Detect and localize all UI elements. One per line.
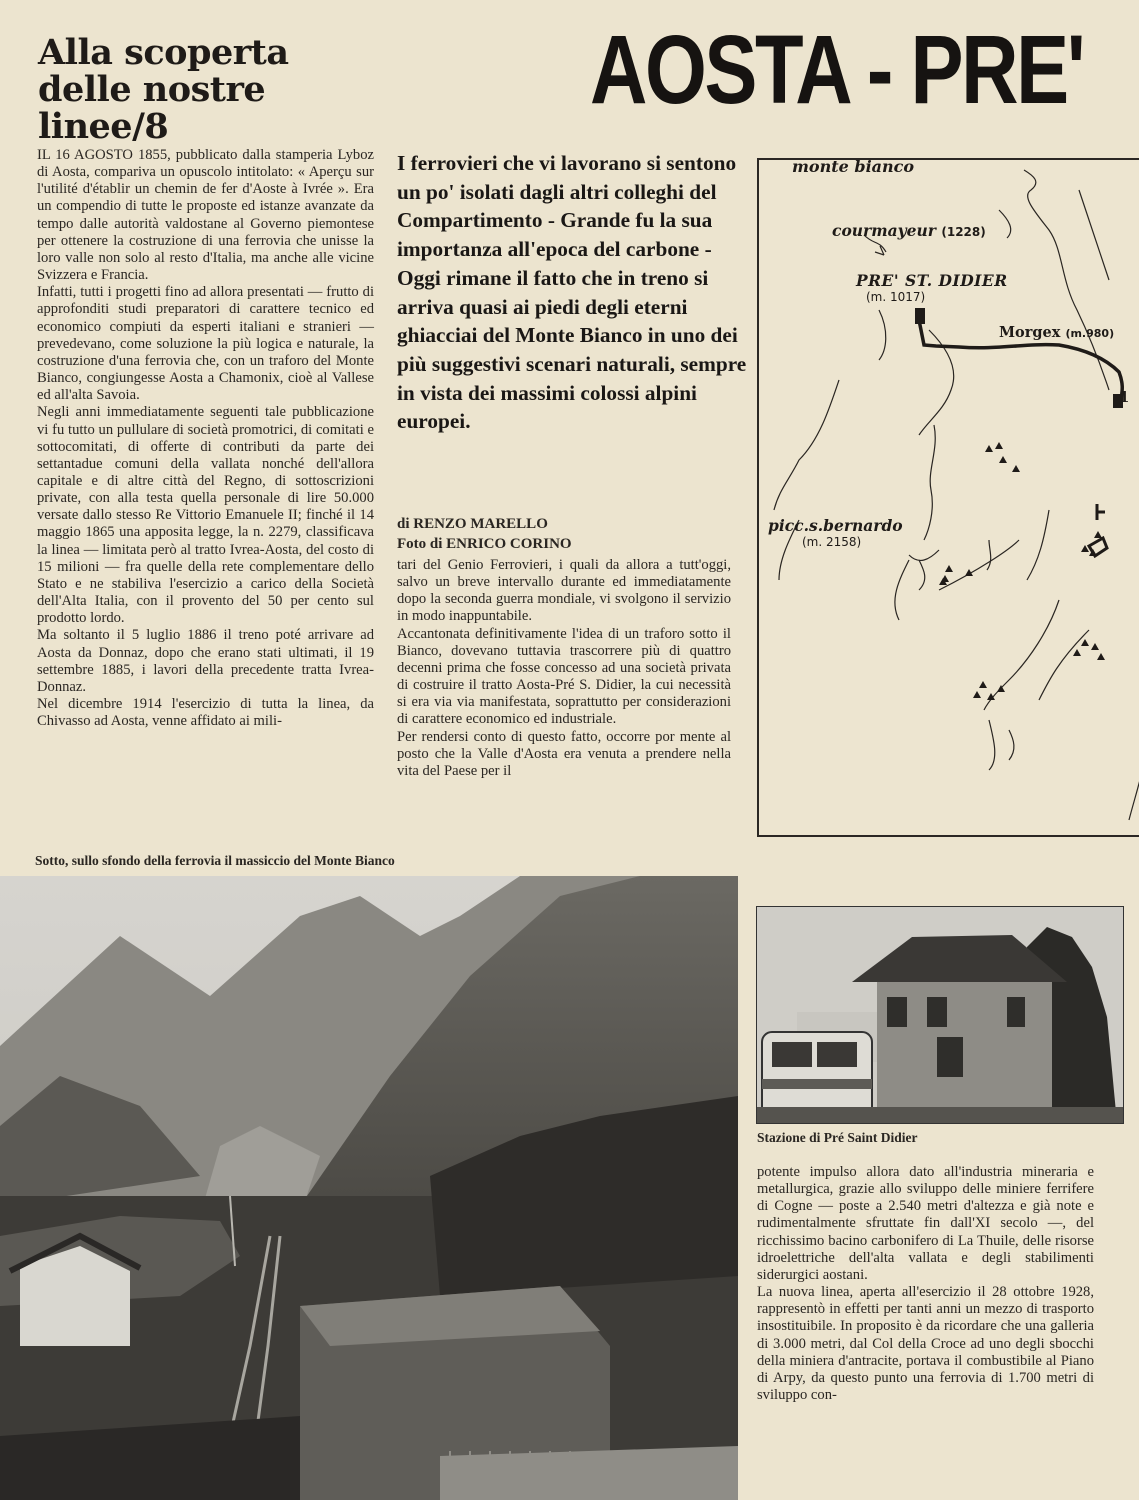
series-title-line-1: Alla scoperta (38, 32, 289, 73)
article-column-3 (757, 1164, 1094, 1404)
map-lines (759, 160, 1139, 839)
piccolo-san-bernardo-altitude: (m. 2158) (802, 535, 862, 549)
map-label-courmayeur (832, 221, 986, 240)
station-photo (757, 907, 1123, 1123)
morgex-name: Morgex (999, 324, 1061, 341)
series-title (38, 34, 398, 145)
map-label-morgex (999, 324, 1114, 341)
paragraph: Nel dicembre 1914 l'esercizio di tutta la linea, da Chivasso ad Aosta, venne affidato ai mili- (37, 696, 374, 730)
morgex-altitude: (m.980) (1065, 327, 1115, 340)
pre-st-didier-altitude: (m. 1017) (866, 290, 926, 304)
main-photo-drawing (0, 876, 738, 1500)
paragraph: Infatti, tutti i progetti fino ad allora presentati — frutto di approfonditi studi preparatori di carattere tecnico ed economico compiuti da esperti italiani e stranieri — prevedevano, come soluzione la più logica e naturale, la costruzione d'una ferrovia che, con un traforo del Monte Bianco, congiungesse Aosta a Chamonix, cioè al Vallese ed all'alta Savoia. (37, 284, 374, 404)
main-photo (0, 876, 738, 1500)
series-title-line-2: delle nostre linee/8 (38, 69, 266, 147)
paragraph: Ma soltanto il 5 luglio 1886 il treno poté arrivare ad Aosta da Donnaz, dopo che erano stati ultimati, il 19 settembre 1885, i lavori della precedente tratta Ivrea-Donnaz. (37, 627, 374, 695)
article-column-2 (397, 557, 731, 780)
paragraph: tari del Genio Ferrovieri, i quali da allora a tutt'oggi, salvo un breve intervallo durante ed immediatamente dopo la seconda guerra mondiale, vi svolgono il servizio in modo inappuntabile. (397, 557, 731, 625)
map-edge-mark: 1 (1119, 388, 1130, 406)
article-column-1 (37, 147, 374, 730)
photo-credit: Foto di ENRICO CORINO (397, 536, 572, 552)
map-label-pre-st-didier: PRE' ST. DIDIER (856, 271, 1008, 290)
station-photo-drawing (757, 907, 1123, 1123)
paragraph: potente impulso allora dato all'industria mineraria e metallurgica, grazie allo sviluppo delle miniere ferrifere di Cogne — poste a 2.540 metri d'altezza e già note e rudimentalmente sfruttate fin dall'XI secolo —, del ricchissimo bacino carbonifero di La Thuile, delle risorse idroelettriche dell'alta vallata e degli stabilimenti siderurgici aostani. (757, 1164, 1094, 1283)
station-photo-caption: Stazione di Pré Saint Didier (757, 1130, 918, 1145)
courmayeur-name: courmayeur (832, 221, 936, 240)
courmayeur-altitude: (1228) (941, 225, 986, 239)
paragraph: Per rendersi conto di questo fatto, occorre por mente al posto che la Valle d'Aosta era venuta a prendere nella vita del Paese per il (397, 728, 731, 779)
paragraph: IL 16 AGOSTO 1855, pubblicato dalla stamperia Lyboz di Aosta, compariva un opuscolo intitolato: « Aperçu sur l'utilité d'établir un chemin de fer d'Aoste à Ivrée ». Era un compendio di tutte le proposte ed istanze avanzate da tempo dalle autorità valdostane al Governo piemontese per ottenere la costruzione di una ferrovia che unisse la loro valle non solo al resto d'Italia, ma anche alle vicine Svizzera e Francia. (37, 147, 374, 284)
article-headline: AOSTA - PRE' (590, 15, 1084, 124)
author-credit: di RENZO MARELLO (397, 516, 548, 532)
paragraph: La nuova linea, aperta all'esercizio il 28 ottobre 1928, rappresentò in effetti per tanti anni un mezzo di trasporto insostituibile. In proposito è da ricordare che una galleria di 3.000 metri, dal Col della Croce ad uno degli sbocchi della miniera d'antracite, portava il combustibile al Piano di Arpy, da questo punto una ferrovia di 1.700 metri di sviluppo con- (757, 1284, 1094, 1404)
map-label-piccolo-san-bernardo: picc.s.bernardo (768, 516, 903, 535)
article-deck: I ferrovieri che vi lavorano si sentono un po' isolati dagli altri colleghi del Compartimento - Grande fu la sua importanza all'epoca del carbone - Oggi rimane il fatto che in treno si arriva quasi ai piedi degli eterni ghiacciai del Monte Bianco in uno dei più suggestivi scenari naturali, sempre in vista dei massimi colossi alpini europei. (397, 151, 747, 434)
main-photo-caption: Sotto, sullo sfondo della ferrovia il massiccio del Monte Bianco (35, 853, 395, 868)
paragraph: Accantonata definitivamente l'idea di un traforo sotto il Bianco, dovevano tuttavia trascorrere più di quattro decenni prima che fosse concesso ad una società privata di costruire il tratto Aosta-Pré S. Didier, la cui necessità si era via via manifestata, soprattutto per considerazioni di carattere economico ed industriale. (397, 625, 731, 728)
route-map (757, 158, 1139, 837)
map-label-monte-bianco: monte bianco (792, 157, 915, 176)
paragraph: Negli anni immediatamente seguenti tale pubblicazione vi fu tutto un pullulare di società promotrici, di comitati e sottocomitati, di offerte di contributi da parte dei settantadue comuni della vallata nonché dell'allora capitale e di altre città del Regno, di sottoscrizioni private, con alla testa quella personale di lire 50.000 versate dallo stesso Re Vittorio Emanuele II; finché il 14 maggio 1865 una apposita legge, la n. 2279, classificava la linea — limitata però al tratto Ivrea-Aosta, del costo di 15 milioni — fra quelle della rete complementare dello Stato e ne stabiliva l'esercizio a carico della Società dell'Alta Italia, con il provento del 50 per cento sul prodotto lordo. (37, 404, 374, 627)
byline (397, 514, 572, 554)
